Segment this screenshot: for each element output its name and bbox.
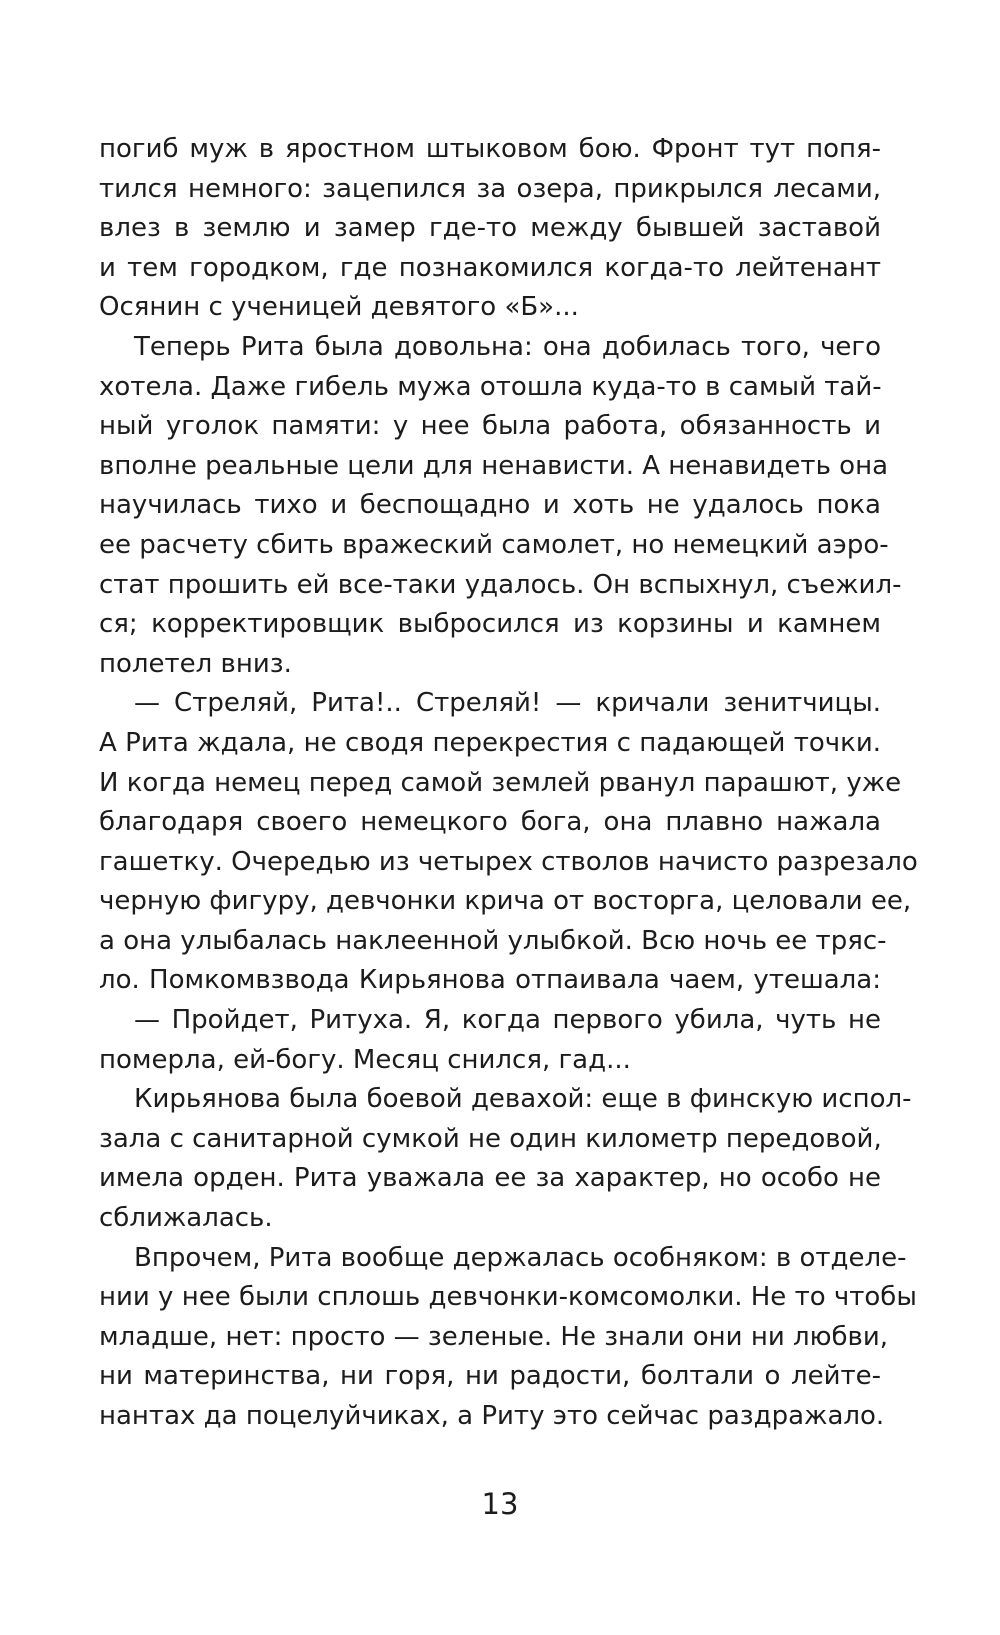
text-line: черную фигуру, девчонки крича от восторга, целовали ее,: [99, 886, 912, 917]
text-line: нии у нее были сплошь девчонки-комсомолки. Не то чтобы: [99, 1282, 917, 1313]
text-line: научилась тихо и беспощадно и хоть не удалось пока: [99, 490, 881, 521]
text-line: померла, ей-богу. Месяц снился, гад...: [99, 1044, 631, 1075]
text-line: Теперь Рита была довольна: она добилась того, чего: [134, 331, 881, 362]
text-line: а она улыбалась наклеенной улыбкой. Всю ночь ее тряс-: [99, 925, 887, 956]
text-line: И когда немец перед самой землей рванул парашют, уже: [99, 767, 902, 798]
text-line: влез в землю и замер где-то между бывшей заставой: [99, 213, 881, 244]
text-line: зала с санитарной сумкой не один километр передовой,: [99, 1123, 882, 1154]
text-line: полетел вниз.: [99, 648, 292, 679]
text-line: ни материнства, ни горя, ни радости, болтали о лейте-: [99, 1361, 881, 1392]
body-text: [99, 130, 918, 1437]
text-line: погиб муж в яростном штыковом бою. Фронт тут попя-: [99, 134, 881, 164]
text-line: ный уголок памяти: у нее была работа, обязанность и: [99, 411, 881, 442]
text-line: — Пройдет, Ритуха. Я, когда первого убила, чуть не: [134, 1005, 881, 1036]
text-line: ло. Помкомвзвода Кирьянова отпаивала чаем, утешала:: [99, 965, 881, 996]
text-line: гашетку. Очередью из четырех стволов начисто разрезало: [99, 846, 918, 877]
page-number: 13: [481, 1487, 519, 1521]
text-line: ся; корректировщик выбросился из корзины и камнем: [99, 609, 881, 640]
text-line: хотела. Даже гибель мужа отошла куда-то в самый тай-: [99, 371, 882, 402]
text-line: стат прошить ей все-таки удалось. Он вспыхнул, съежил-: [99, 569, 902, 600]
text-line: Впрочем, Рита вообще держалась особняком: в отделе-: [134, 1242, 907, 1273]
text-line: имела орден. Рита уважала ее за характер, но особо не: [99, 1163, 881, 1194]
text-line: — Стреляй, Рита!.. Стреляй! — кричали зенитчицы.: [134, 688, 881, 719]
text-line: Осянин с ученицей девятого «Б»...: [99, 292, 579, 323]
text-line: благодаря своего немецкого бога, она плавно нажала: [99, 807, 881, 838]
text-line: ее расчету сбить вражеский самолет, но немецкий аэро-: [99, 529, 889, 560]
text-line: младше, нет: просто — зеленые. Не знали они ни любви,: [99, 1321, 889, 1352]
text-line: нантах да поцелуйчиках, а Риту это сейчас раздражало.: [99, 1401, 885, 1431]
text-line: вполне реальные цели для ненависти. А ненавидеть она: [99, 450, 889, 481]
text-line: Кирьянова была боевой девахой: еще в финскую испол-: [134, 1084, 912, 1115]
text-line: и тем городком, где познакомился когда-то лейтенант: [99, 252, 881, 283]
text-line: тился немного: зацепился за озера, прикрылся лесами,: [99, 173, 881, 204]
text-line: сближалась.: [99, 1203, 273, 1234]
text-line: А Рита ждала, не сводя перекрестия с падающей точки.: [99, 727, 881, 758]
